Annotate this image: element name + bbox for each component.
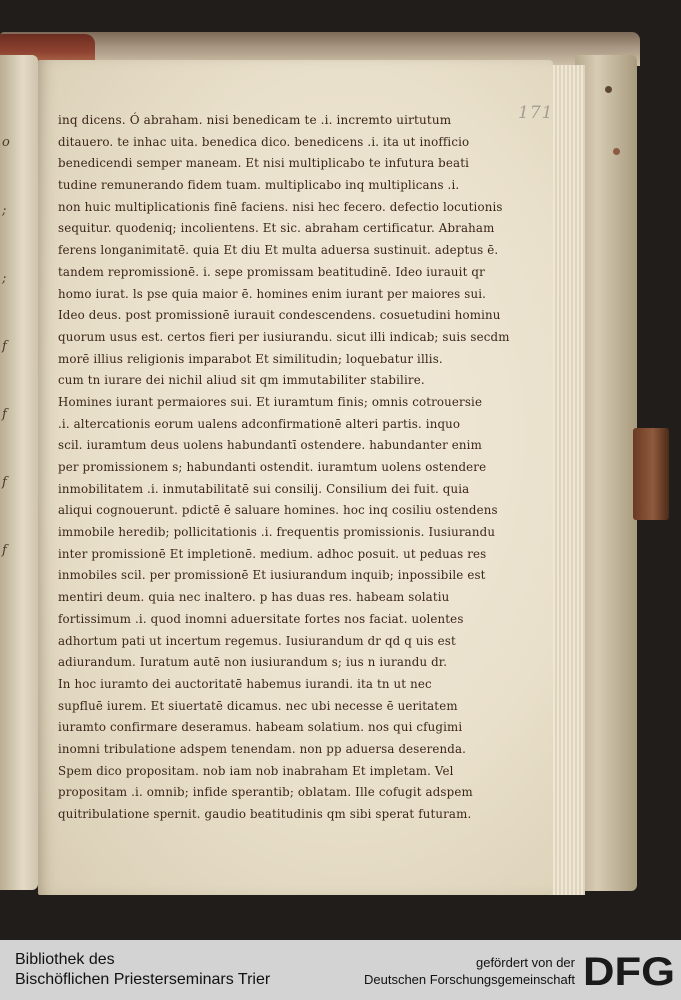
manuscript-line: ferens longanimitatē. quia Et diu Et multa aduersa sustinuit. adeptus ē. <box>58 243 499 258</box>
manuscript-line: homo iurat. ls pse quia maior ē. homines enim iurant per maiores sui. <box>58 286 487 301</box>
manuscript-line: tandem repromissionē. i. sepe promissam beatitudinē. Ideo iurauit qr <box>58 264 485 279</box>
library-line-2: Bischöflichen Priesterseminars Trier <box>15 971 271 988</box>
manuscript-line: per promissionem s; habundanti ostendit. iuramtum uolens ostendere <box>58 460 487 474</box>
dfg-logo-text: DFG <box>583 952 675 988</box>
manuscript-line: adhortum pati ut incertum regemus. Iusiurandum dr qd q uis est <box>58 633 456 648</box>
manuscript-line: inmobilitatem .i. inmutabilitatē sui consilij. Consilium dei fuit. quia <box>58 481 470 496</box>
funding-note <box>330 954 575 988</box>
board-pin <box>613 148 620 155</box>
manuscript-line: scil. iuramtum deus uolens habundantī ostendere. habundanter enim <box>58 438 482 453</box>
verso-mark: ; <box>2 203 7 218</box>
folio-number: 171 <box>518 103 554 123</box>
manuscript-line: Homines iurant permaiores sui. Et iuramtum finis; omnis cotrouersie <box>58 394 483 409</box>
manuscript-line: benedicendi semper maneam. Et nisi multiplicabo te infutura beati <box>58 156 470 171</box>
manuscript-line: propositam .i. omnib; infide sperantib; oblatam. Ille cofugit adspem <box>58 785 473 800</box>
manuscript-line: Ideo deus. post promissionē iurauit condescendens. cosuetudini hominu <box>58 308 501 323</box>
verso-mark: ; <box>2 271 7 286</box>
manuscript-line: inq dicens. Ó abraham. nisi benedicam te .i. incremto uirtutum <box>58 113 452 127</box>
manuscript-line: quitribulatione spernit. gaudio beatitudinis qm sibi sperat futuram. <box>58 807 472 821</box>
manuscript-line: inmobiles scil. per promissionē Et iusiurandum inquib; inpossibile est <box>58 568 486 583</box>
funding-line-2: Deutschen Forschungsgemeinschaft <box>363 972 575 987</box>
manuscript-line: inter promissionē Et impletionē. medium. adhoc posuit. ut peduas res <box>58 546 487 561</box>
manuscript-line: adiurandum. Iuratum autē non iusiurandum s; ius n iurandu dr. <box>58 655 448 670</box>
footer-banner <box>0 940 681 1000</box>
manuscript-line: iuramto confirmare deseramus. habeam solatium. nos qui cfugimi <box>58 720 463 735</box>
funding-line-1: gefördert von der <box>475 955 575 970</box>
manuscript-line: inomni tribulatione adspem tenendam. non pp aduersa deserenda. <box>58 741 467 756</box>
manuscript-line: morē illius religionis imparabot Et similitudin; loquebatur illis. <box>58 351 443 366</box>
manuscript-line: Spem dico propositam. nob iam nob inabraham Et impletam. Vel <box>58 763 454 778</box>
manuscript-line: In hoc iuramto dei auctoritatē habemus iurandi. ita tn ut nec <box>58 676 432 691</box>
manuscript-line: tudine remunerando fidem tuam. multiplicabo inq multiplicans .i. <box>58 178 460 193</box>
manuscript-line: sequitur. quodeniq; incolientens. Et sic. abraham certificatur. Abraham <box>58 221 495 236</box>
manuscript-line: mentiri deum. quia nec inaltero. p has duas res. habeam solatiu <box>58 590 450 605</box>
manuscript-line: .i. altercationis eorum ualens adconfirmationē alteri partis. inquo <box>58 416 461 431</box>
verso-mark: f <box>2 407 7 422</box>
verso-mark: f <box>2 339 7 354</box>
verso-mark: o <box>2 135 10 150</box>
manuscript-text-block <box>58 110 548 826</box>
manuscript-line: ditauero. te inhac uita. benedica dico. benedicens .i. ita ut inofficio <box>58 134 470 149</box>
manuscript-line: fortissimum .i. quod inomni aduersitate fortes nos faciat. uolentes <box>58 611 464 626</box>
dfg-logo <box>583 952 675 988</box>
library-line-1: Bibliothek des <box>15 951 115 968</box>
verso-mark: f <box>2 543 7 558</box>
manuscript-line: non huic multiplicationis finē faciens. nisi hec fecero. defectio locutionis <box>58 199 503 214</box>
verso-page-edge <box>0 55 38 890</box>
board-pin <box>605 86 612 93</box>
library-name <box>15 950 345 990</box>
manuscript-line: aliqui cognouerunt. pdictē ē saluare homines. hoc inq cosiliu ostendens <box>58 503 498 518</box>
verso-mark: f <box>2 475 7 490</box>
verso-marks <box>2 135 32 611</box>
manuscript-line: cum tn iurare dei nichil aliud sit qm immutabiliter stabilire. <box>58 373 425 388</box>
manuscript-line: supfluē iurem. Et siuertatē dicamus. nec ubi necesse ē ueritatem <box>58 698 458 713</box>
clasp-strap <box>633 428 669 520</box>
manuscript-line: quorum usus est. certos fieri per iusiurandu. sicut illi indicab; suis secdm <box>58 329 510 344</box>
manuscript-line: immobile heredib; pollicitationis .i. frequentis promissionis. Iusiurandu <box>58 525 496 540</box>
